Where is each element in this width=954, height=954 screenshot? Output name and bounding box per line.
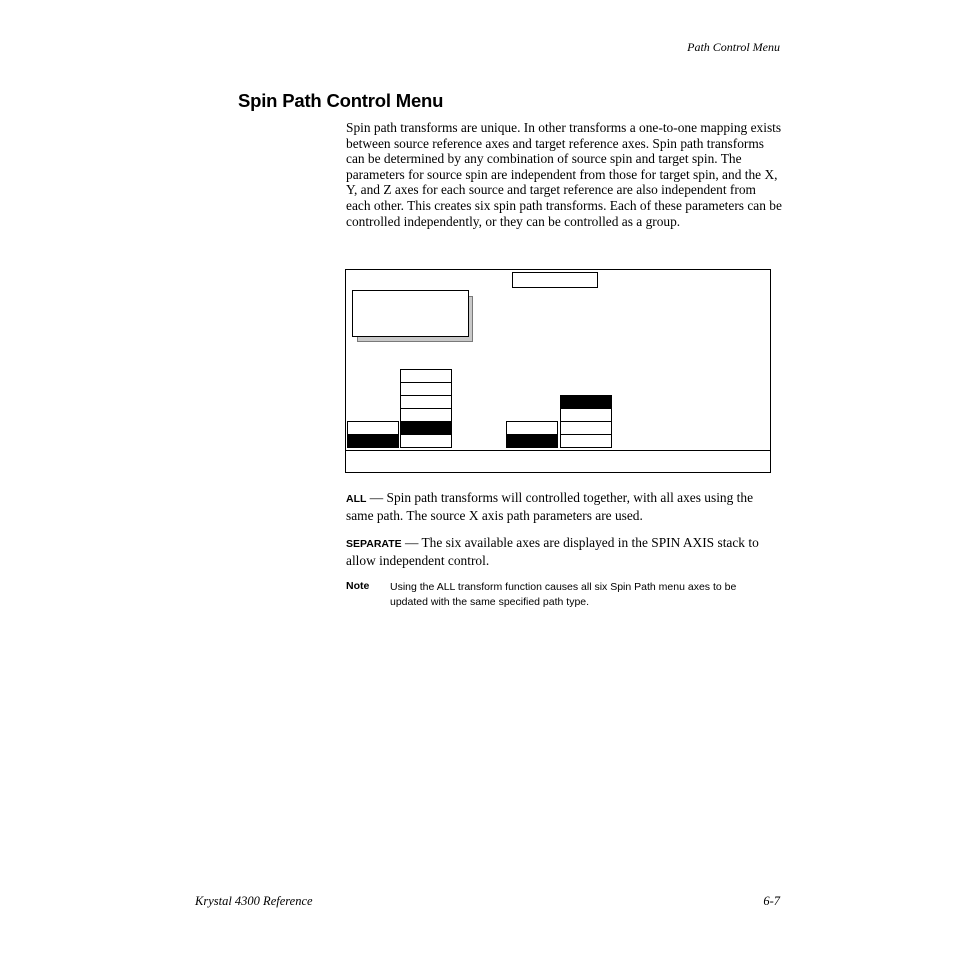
stack-cell[interactable] bbox=[400, 408, 452, 422]
menu-stack-3 bbox=[506, 422, 558, 448]
stack-cell[interactable] bbox=[560, 395, 612, 409]
menu-stack-1 bbox=[347, 422, 399, 448]
stack-cell[interactable] bbox=[506, 434, 558, 448]
definition-all bbox=[346, 490, 782, 523]
stack-cell[interactable] bbox=[347, 434, 399, 448]
definition-separate bbox=[346, 535, 782, 568]
stack-cell[interactable] bbox=[400, 434, 452, 448]
popup-window bbox=[352, 290, 469, 337]
stack-cell[interactable] bbox=[400, 421, 452, 435]
definition-term: ALL bbox=[346, 493, 367, 505]
stack-cell[interactable] bbox=[400, 395, 452, 409]
footer-page-number: 6-7 bbox=[763, 894, 780, 908]
spin-path-menu-figure bbox=[345, 269, 771, 473]
definition-term: SEPARATE bbox=[346, 538, 402, 551]
definition-text: — Spin path transforms will controlled together, with all axes using the same path. The source X axis path parameters are used. bbox=[346, 490, 754, 523]
section-title: Spin Path Control Menu bbox=[238, 90, 444, 111]
stack-cell[interactable] bbox=[347, 421, 399, 435]
menu-title-field bbox=[512, 272, 598, 288]
stack-cell[interactable] bbox=[560, 434, 612, 448]
intro-paragraph: Spin path transforms are unique. In other transforms a one-to-one mapping exists between source reference axes and target reference axes. Spin path transforms can be determined by any combination of source spin and target spin. The parameters for source spin are independent from those for target spin, and the X, Y, and Z axes for each source and target reference are also independent from each other. This creates six spin path transforms. Each of these parameters can be controlled independently, or they can be controlled as a group. bbox=[346, 120, 782, 229]
menu-stack-4 bbox=[560, 396, 612, 448]
message-bar-divider bbox=[346, 450, 770, 451]
footer-book-title: Krystal 4300 Reference bbox=[195, 894, 313, 908]
definitions-list bbox=[346, 490, 782, 580]
definition-text: — The six available axes are displayed in the SPIN AXIS stack to allow independent control. bbox=[346, 535, 759, 568]
stack-cell[interactable] bbox=[560, 408, 612, 422]
note-text: Using the ALL transform function causes all six Spin Path menu axes to be updated with the same specified path type. bbox=[390, 581, 737, 608]
stack-cell[interactable] bbox=[506, 421, 558, 435]
stack-cell[interactable] bbox=[560, 421, 612, 435]
stack-cell[interactable] bbox=[400, 369, 452, 383]
menu-stack-2 bbox=[400, 370, 452, 448]
note-label: Note bbox=[346, 580, 370, 592]
stack-cell[interactable] bbox=[400, 382, 452, 396]
running-header: Path Control Menu bbox=[687, 40, 780, 54]
